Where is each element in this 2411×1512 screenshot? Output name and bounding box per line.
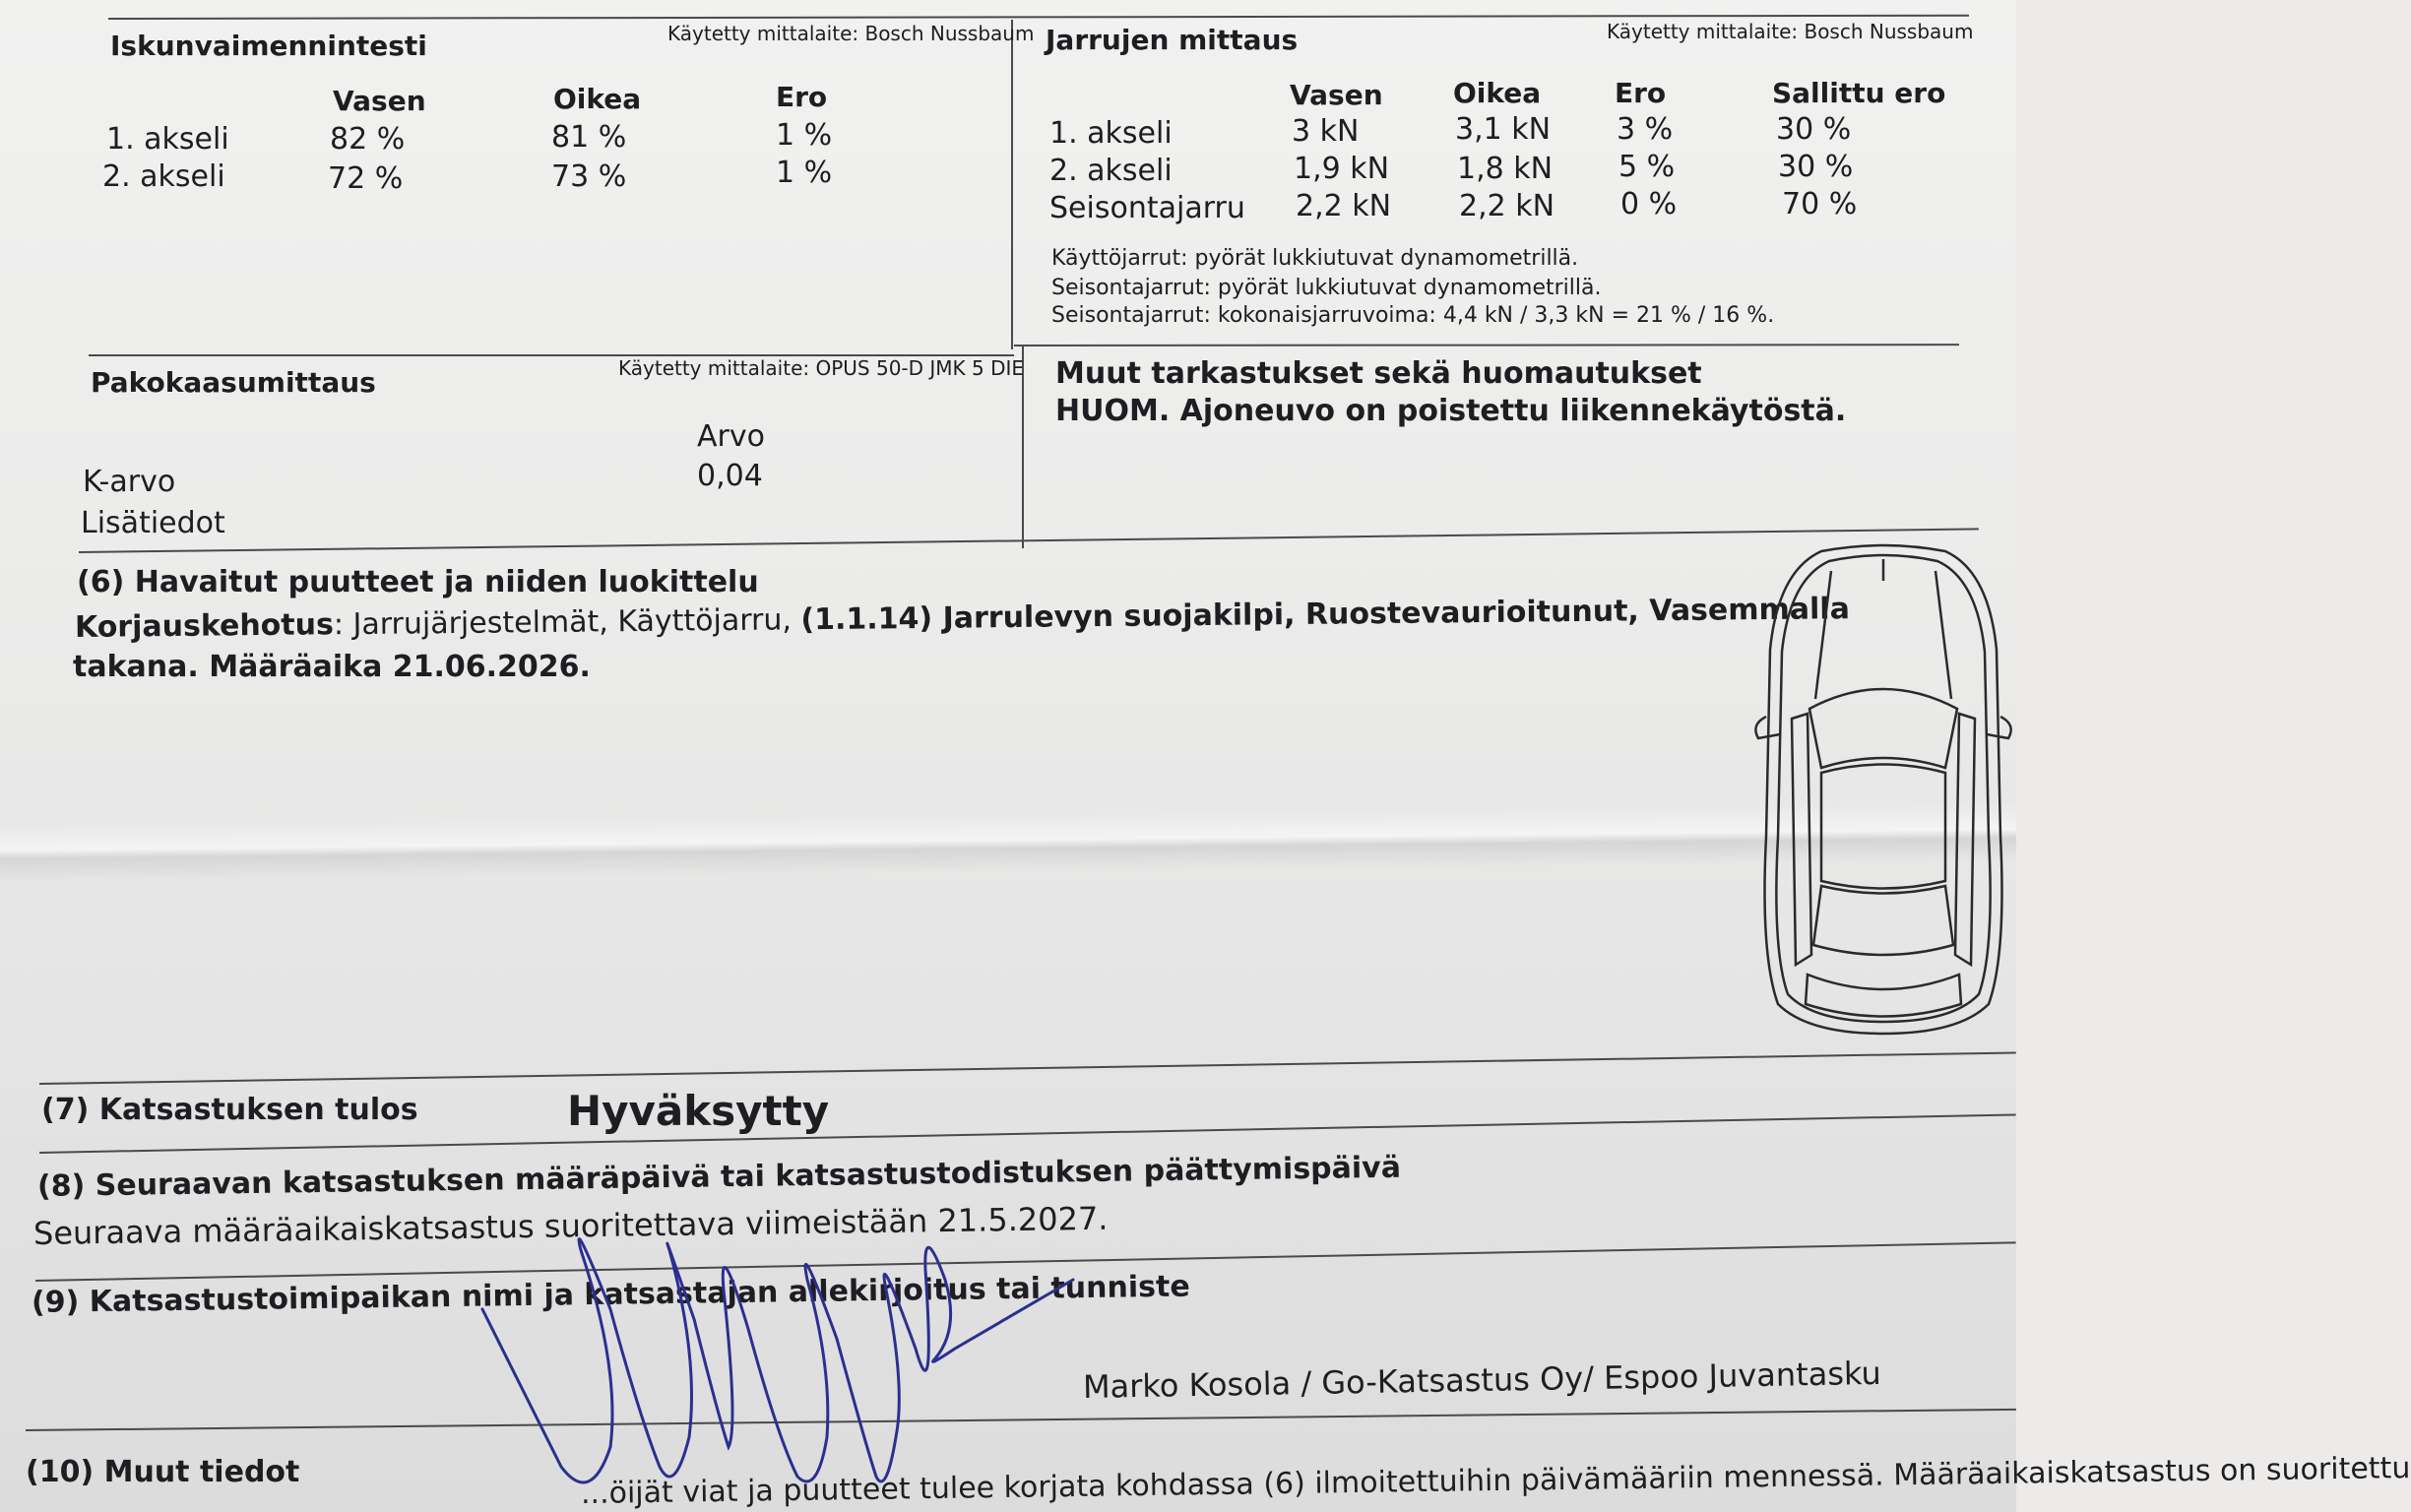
- defects-section-bottom-line: [39, 1051, 2016, 1085]
- car-body-outline: [1765, 545, 2002, 1034]
- brakes-row-3-diff: 0 %: [1620, 187, 1678, 221]
- shock-header-left: Vasen: [333, 85, 426, 117]
- brakes-title: Jarrujen mittaus: [1046, 24, 1299, 56]
- defects-line-2: takana. Määräaika 21.06.2026.: [73, 650, 591, 684]
- station-inspector: Marko Kosola / Go-Katsastus Oy/ Espoo Juvantasku: [1082, 1354, 1882, 1406]
- brakes-row-1-allowed: 30 %: [1776, 112, 1852, 147]
- brakes-row-3-right: 2,2 kN: [1459, 189, 1555, 223]
- brakes-header-allowed: Sallittu ero: [1772, 77, 1946, 109]
- defects-line-1-bold: (1.1.14) Jarrulevyn suojakilpi, Ruostevaurioitunut, Vasemmalla: [800, 592, 1851, 638]
- shock-test-title: Iskunvaimennintesti: [110, 30, 427, 62]
- shock-row-2-label: 2. akseli: [102, 159, 225, 194]
- brakes-header-left: Vasen: [1290, 79, 1383, 111]
- next-inspection-label: (8) Seuraavan katsastuksen määräpäivä tai katsastustodistuksen päättymispäivä: [36, 1150, 1402, 1204]
- shock-row-2-diff: 1 %: [776, 156, 833, 190]
- shock-row-2-right: 73 %: [551, 159, 627, 194]
- shock-row-2-left: 72 %: [328, 161, 404, 196]
- shock-row-1-right: 81 %: [551, 120, 627, 155]
- car-right-side-window: [1955, 714, 1975, 965]
- defects-line-1-plain: : Jarrujärjestelmät, Käyttöjarru,: [333, 602, 801, 643]
- exhaust-section-bottom-line: [79, 528, 1979, 553]
- brakes-row-2-label: 2. akseli: [1049, 154, 1173, 188]
- next-inspection-text: Seuraava määräaikaiskatsastus suoritettava viimeistään 21.5.2027.: [32, 1199, 1109, 1252]
- brake-section-bottom-line: [1014, 344, 1959, 346]
- exhaust-k-value: 0,04: [697, 459, 763, 493]
- defects-repair-label: Korjauskehotus: [74, 607, 335, 645]
- brakes-row-2-allowed: 30 %: [1778, 150, 1854, 184]
- brakes-row-1-label: 1. akseli: [1049, 116, 1173, 151]
- paper-fold-shadow: [0, 802, 2016, 882]
- brakes-note-2: Seisontajarrut: pyörät lukkiutuvat dynamometrillä.: [1051, 276, 1602, 300]
- shock-row-1-label: 1. akseli: [106, 122, 229, 157]
- car-rear-bumper: [1806, 975, 1961, 1017]
- other-checks-title: Muut tarkastukset sekä huomautukset: [1055, 356, 1702, 391]
- car-hood-lines: [1815, 559, 1951, 699]
- brakes-row-1-right: 3,1 kN: [1455, 112, 1552, 147]
- shock-test-device: Käytetty mittalaite: Bosch Nussbaum: [667, 22, 1035, 45]
- brakes-row-1-left: 3 kN: [1292, 114, 1360, 149]
- result-value: Hyväksytty: [567, 1087, 830, 1135]
- brakes-note-3: Seisontajarrut: kokonaisjarruvoima: 4,4 kN / 3,3 kN = 21 % / 16 %.: [1051, 303, 1775, 328]
- shock-header-diff: Ero: [776, 81, 828, 113]
- brakes-header-right: Oikea: [1453, 77, 1542, 109]
- brakes-note-1: Käyttöjarrut: pyörät lukkiutuvat dynamometrillä.: [1051, 246, 1579, 271]
- brakes-row-3-allowed: 70 %: [1782, 187, 1858, 221]
- brakes-row-2-left: 1,9 kN: [1294, 152, 1390, 186]
- brakes-header-diff: Ero: [1615, 77, 1667, 109]
- car-windshield: [1809, 689, 1957, 768]
- car-top-view-diagram: [1752, 541, 2014, 1039]
- exhaust-value-header: Arvo: [697, 419, 765, 454]
- car-roof: [1821, 765, 1945, 889]
- defects-line-1: [75, 592, 1850, 645]
- car-left-side-window: [1792, 714, 1811, 965]
- other-checks-note: HUOM. Ajoneuvo on poistettu liikennekäytöstä.: [1055, 394, 1847, 428]
- brakes-row-3-label: Seisontajarru: [1049, 191, 1245, 225]
- station-label: (9) Katsastustoimipaikan nimi ja katsastajan allekirjoitus tai tunniste: [31, 1269, 1190, 1320]
- brakes-row-2-diff: 5 %: [1618, 150, 1676, 184]
- shock-row-1-diff: 1 %: [776, 118, 833, 153]
- defects-title: (6) Havaitut puutteet ja niiden luokittelu: [77, 565, 759, 599]
- exhaust-title: Pakokaasumittaus: [91, 366, 376, 399]
- inspector-signature: [463, 1191, 1073, 1512]
- other-info-label: (10) Muut tiedot: [26, 1455, 300, 1489]
- exhaust-device: Käytetty mittalaite: OPUS 50-D JMK 5 DIE: [618, 356, 1025, 380]
- signature-stroke: [482, 1239, 1073, 1482]
- exhaust-extra-label: Lisätiedot: [81, 506, 225, 540]
- brakes-row-2-right: 1,8 kN: [1457, 152, 1554, 186]
- result-label: (7) Katsastuksen tulos: [41, 1093, 418, 1127]
- car-rear-window: [1813, 886, 1953, 955]
- exhaust-k-label: K-arvo: [83, 465, 176, 499]
- brakes-row-3-left: 2,2 kN: [1296, 189, 1392, 223]
- other-info-text: ...öijät viat ja puutteet tulee korjata kohdassa (6) ilmoitettuihin päivämääriin mennessä. Määräaikaiskatsastus on suoritettu: [580, 1451, 2411, 1511]
- brakes-row-1-diff: 3 %: [1617, 112, 1674, 147]
- shock-row-1-left: 82 %: [330, 122, 406, 157]
- brakes-device: Käytetty mittalaite: Bosch Nussbaum: [1607, 20, 1974, 43]
- upper-column-divider: [1011, 20, 1013, 349]
- shock-header-right: Oikea: [553, 83, 642, 115]
